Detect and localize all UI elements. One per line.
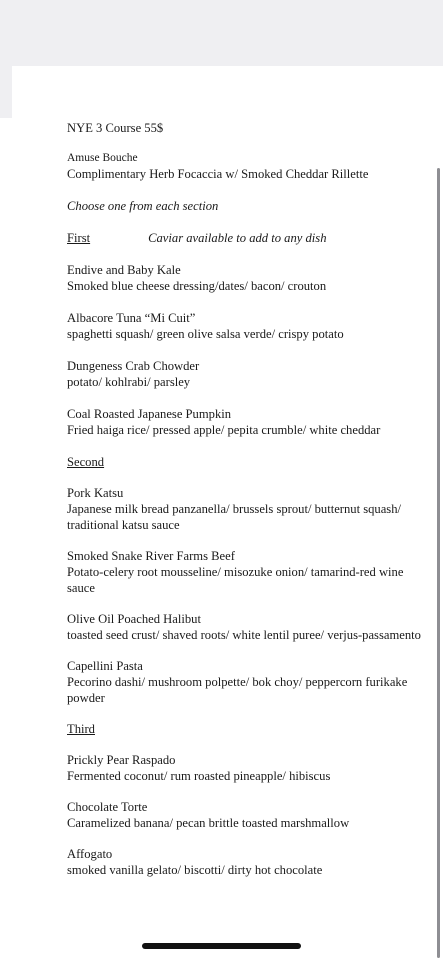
dish-name: Capellini Pasta [67, 659, 143, 673]
second-heading: Second [67, 455, 105, 469]
home-indicator[interactable] [142, 943, 301, 949]
dish-name: Olive Oil Poached Halibut [67, 612, 201, 626]
first-section-header [67, 230, 427, 246]
third-heading: Third [67, 722, 95, 736]
amuse-bouche-item: Complimentary Herb Focaccia w/ Smoked Cheddar Rillette [67, 167, 369, 181]
top-background [0, 0, 443, 66]
dish-description: smoked vanilla gelato/ biscotti/ dirty hot chocolate [67, 863, 323, 877]
dish-name: Affogato [67, 847, 113, 861]
dish-description: spaghetti squash/ green olive salsa verde/ crispy potato [67, 327, 344, 341]
dish-description: toasted seed crust/ shaved roots/ white lentil puree/ verjus-passamento [67, 628, 421, 642]
dish-description: Pecorino dashi/ mushroom polpette/ bok choy/ peppercorn furikake powder [67, 675, 408, 705]
dish-description: Fermented coconut/ rum roasted pineapple/ hibiscus [67, 769, 331, 783]
dish-description: Potato-celery root mousseline/ misozuke onion/ tamarind-red wine sauce [67, 565, 404, 595]
menu-content [67, 120, 427, 878]
dish-name: Prickly Pear Raspado [67, 753, 176, 767]
dish-name: Albacore Tuna “Mi Cuit” [67, 311, 196, 325]
dish-description: Fried haiga rice/ pressed apple/ pepita crumble/ white cheddar [67, 423, 381, 437]
document-page-edge [0, 118, 12, 960]
dish-name: Dungeness Crab Chowder [67, 359, 200, 373]
dish-name: Chocolate Torte [67, 800, 148, 814]
dish-name: Endive and Baby Kale [67, 263, 181, 277]
dish-description: Japanese milk bread panzanella/ brussels sprout/ butternut squash/ traditional katsu sauce [67, 502, 401, 532]
dish-name: Coal Roasted Japanese Pumpkin [67, 407, 232, 421]
dish-name: Smoked Snake River Farms Beef [67, 549, 235, 563]
vertical-scrollbar[interactable] [437, 168, 440, 958]
dish-description: Caramelized banana/ pecan brittle toasted marshmallow [67, 816, 350, 830]
caviar-note: Caviar available to add to any dish [148, 231, 327, 245]
first-heading: First [67, 231, 91, 245]
instruction-text: Choose one from each section [67, 199, 219, 213]
amuse-bouche-label: Amuse Bouche [67, 152, 138, 164]
page-edge [0, 66, 12, 118]
dish-name: Pork Katsu [67, 486, 124, 500]
dish-description: Smoked blue cheese dressing/dates/ bacon/ crouton [67, 279, 327, 293]
dish-description: potato/ kohlrabi/ parsley [67, 375, 191, 389]
menu-title: NYE 3 Course 55$ [67, 121, 164, 135]
